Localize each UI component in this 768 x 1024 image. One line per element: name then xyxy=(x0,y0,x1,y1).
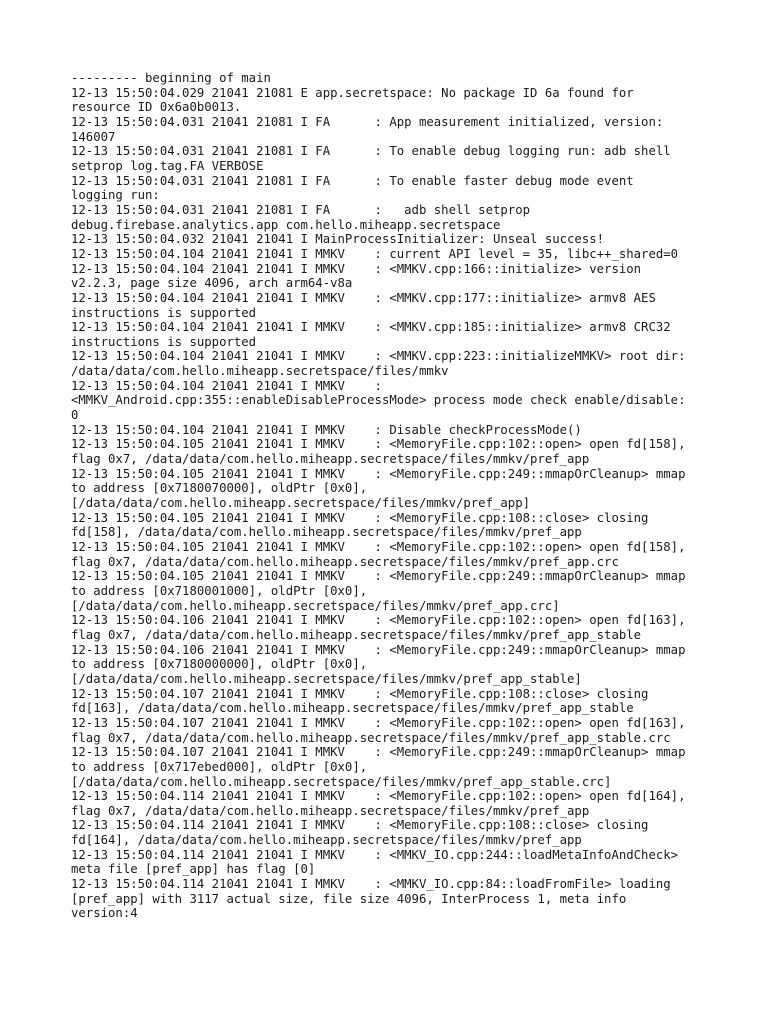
log-line: instructions is supported xyxy=(71,334,257,349)
log-line: fd[163], /data/data/com.hello.miheapp.secretspace/files/mmkv/pref_app_stable xyxy=(71,701,634,716)
log-line: 146007 xyxy=(71,129,116,144)
log-line: 12-13 15:50:04.107 21041 21041 I MMKV : <MemoryFile.cpp:108::close> closing xyxy=(71,686,649,701)
log-line: debug.firebase.analytics.app com.hello.miheapp.secretspace xyxy=(71,217,501,232)
log-line: --------- beginning of main xyxy=(71,71,271,85)
log-line: [pref_app] with 3117 actual size, file size 4096, InterProcess 1, meta info xyxy=(71,891,627,906)
log-line: 12-13 15:50:04.031 21041 21081 I FA : App measurement initialized, version: xyxy=(71,114,664,129)
log-line: logging run: xyxy=(71,188,160,203)
log-line: meta file [pref_app] has flag [0] xyxy=(71,862,316,877)
log-line: 12-13 15:50:04.105 21041 21041 I MMKV : <MemoryFile.cpp:102::open> open fd[158], xyxy=(71,437,686,452)
log-line: 12-13 15:50:04.107 21041 21041 I MMKV : <MemoryFile.cpp:249::mmapOrCleanup> mmap xyxy=(71,745,686,760)
log-line: 12-13 15:50:04.114 21041 21041 I MMKV : <MemoryFile.cpp:108::close> closing xyxy=(71,818,649,833)
log-line: /data/data/com.hello.miheapp.secretspace/files/mmkv xyxy=(71,364,449,379)
log-line: to address [0x7180000000], oldPtr [0x0], xyxy=(71,657,368,672)
log-line: 12-13 15:50:04.114 21041 21041 I MMKV : <MMKV_IO.cpp:244::loadMetaInfoAndCheck> xyxy=(71,847,679,862)
log-line: 12-13 15:50:04.107 21041 21041 I MMKV : <MemoryFile.cpp:102::open> open fd[163], xyxy=(71,715,686,730)
log-line: fd[158], /data/data/com.hello.miheapp.secretspace/files/mmkv/pref_app xyxy=(71,525,582,540)
log-line: flag 0x7, /data/data/com.hello.miheapp.secretspace/files/mmkv/pref_app_stable xyxy=(71,627,642,642)
log-line: 12-13 15:50:04.105 21041 21041 I MMKV : <MemoryFile.cpp:102::open> open fd[158], xyxy=(71,540,686,554)
log-line: 12-13 15:50:04.114 21041 21041 I MMKV : <MemoryFile.cpp:102::open> open fd[164], xyxy=(71,789,686,804)
log-line: 12-13 15:50:04.104 21041 21041 I MMKV : <MMKV.cpp:185::initialize> armv8 CRC32 xyxy=(71,320,671,335)
log-line: 12-13 15:50:04.114 21041 21041 I MMKV : <MMKV_IO.cpp:84::loadFromFile> loading xyxy=(71,877,671,892)
log-line: 12-13 15:50:04.104 21041 21041 I MMKV : current API level = 35, libc++_shared=0 xyxy=(71,246,679,261)
log-line: to address [0x7180070000], oldPtr [0x0], xyxy=(71,481,368,496)
log-line: 12-13 15:50:04.104 21041 21041 I MMKV : xyxy=(71,378,382,393)
log-line: to address [0x717ebed000], oldPtr [0x0], xyxy=(71,759,368,774)
log-line: <MMKV_Android.cpp:355::enableDisableProcessMode> process mode check enable/disable: xyxy=(71,393,686,408)
log-line: flag 0x7, /data/data/com.hello.miheapp.secretspace/files/mmkv/pref_app xyxy=(71,803,590,818)
log-line: 12-13 15:50:04.031 21041 21081 I FA : adb shell setprop xyxy=(71,202,531,217)
log-line: version:4 xyxy=(71,906,138,921)
log-line: v2.2.3, page size 4096, arch arm64-v8a xyxy=(71,276,353,291)
log-line: fd[164], /data/data/com.hello.miheapp.secretspace/files/mmkv/pref_app xyxy=(71,833,582,848)
log-line: [/data/data/com.hello.miheapp.secretspace/files/mmkv/pref_app_stable] xyxy=(71,671,582,686)
log-line: 12-13 15:50:04.104 21041 21041 I MMKV : <MMKV.cpp:223::initializeMMKV> root dir: xyxy=(71,349,686,364)
log-line: 12-13 15:50:04.104 21041 21041 I MMKV : <MMKV.cpp:166::initialize> version xyxy=(71,261,642,276)
log-line: [/data/data/com.hello.miheapp.secretspace/files/mmkv/pref_app] xyxy=(71,496,531,511)
log-line: 12-13 15:50:04.105 21041 21041 I MMKV : <MemoryFile.cpp:108::close> closing xyxy=(71,510,649,525)
log-line: 12-13 15:50:04.031 21041 21081 I FA : To enable faster debug mode event xyxy=(71,173,634,188)
log-line: 12-13 15:50:04.105 21041 21041 I MMKV : <MemoryFile.cpp:249::mmapOrCleanup> mmap xyxy=(71,466,686,481)
log-line: flag 0x7, /data/data/com.hello.miheapp.secretspace/files/mmkv/pref_app_stable.crc xyxy=(71,730,671,745)
log-line: [/data/data/com.hello.miheapp.secretspace/files/mmkv/pref_app.crc] xyxy=(71,598,560,613)
log-line: 12-13 15:50:04.032 21041 21041 I MainProcessInitializer: Unseal success! xyxy=(71,232,605,247)
log-line: flag 0x7, /data/data/com.hello.miheapp.secretspace/files/mmkv/pref_app.crc xyxy=(71,554,619,569)
log-line: to address [0x7180001000], oldPtr [0x0], xyxy=(71,583,368,598)
log-line: 0 xyxy=(71,408,79,423)
log-line: resource ID 0x6a0b0013. xyxy=(71,100,242,115)
log-line: 12-13 15:50:04.029 21041 21081 E app.secretspace: No package ID 6a found for xyxy=(71,85,634,100)
log-line: 12-13 15:50:04.104 21041 21041 I MMKV : <MMKV.cpp:177::initialize> armv8 AES xyxy=(71,290,656,305)
log-output xyxy=(71,71,711,921)
log-line: [/data/data/com.hello.miheapp.secretspace/files/mmkv/pref_app_stable.crc] xyxy=(71,774,612,789)
log-line: 12-13 15:50:04.105 21041 21041 I MMKV : <MemoryFile.cpp:249::mmapOrCleanup> mmap xyxy=(71,569,686,584)
log-line: 12-13 15:50:04.106 21041 21041 I MMKV : <MemoryFile.cpp:249::mmapOrCleanup> mmap xyxy=(71,642,686,657)
log-line: flag 0x7, /data/data/com.hello.miheapp.secretspace/files/mmkv/pref_app xyxy=(71,452,590,467)
log-line: instructions is supported xyxy=(71,305,257,320)
log-line: 12-13 15:50:04.031 21041 21081 I FA : To enable debug logging run: adb shell xyxy=(71,144,671,159)
log-line: 12-13 15:50:04.106 21041 21041 I MMKV : <MemoryFile.cpp:102::open> open fd[163], xyxy=(71,613,686,628)
log-line: 12-13 15:50:04.104 21041 21041 I MMKV : Disable checkProcessMode() xyxy=(71,422,582,437)
log-line: setprop log.tag.FA VERBOSE xyxy=(71,158,264,173)
